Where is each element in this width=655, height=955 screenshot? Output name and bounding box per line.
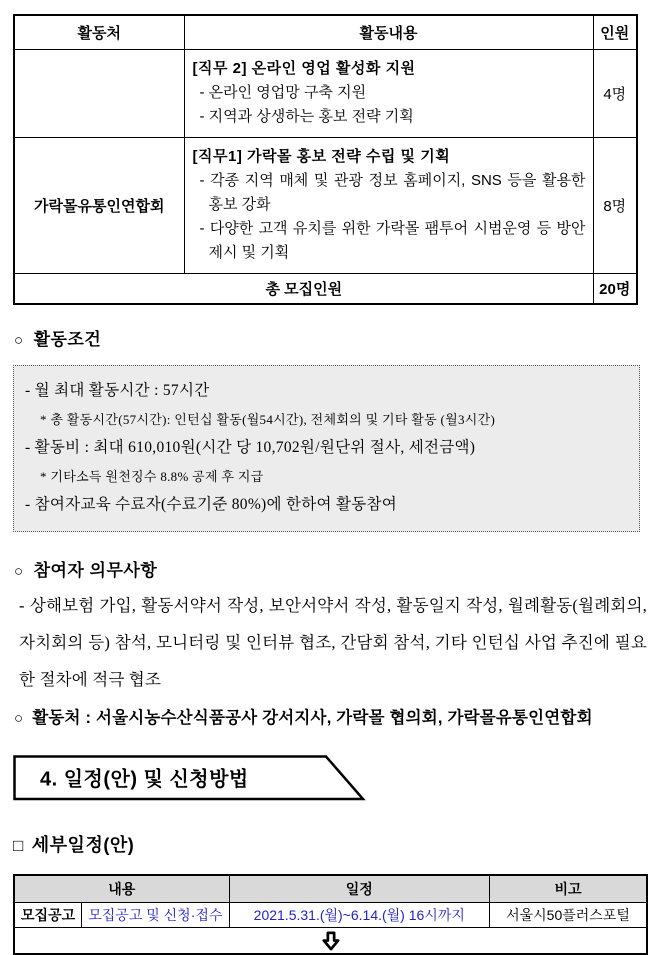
table-row: [14, 50, 637, 138]
total-count: 20명: [593, 274, 637, 305]
section-heading-conditions: [14, 325, 655, 350]
section-heading-label: 활동조건: [33, 330, 102, 349]
venue-line: [14, 704, 655, 728]
condition-subline: * 총 활동시간(57시간): 인턴십 활동(월54시간), 전체회의 및 기타 활동 (월3시간): [40, 412, 496, 427]
circle-bullet-icon: ○: [14, 563, 24, 580]
total-label: 총 모집인원: [14, 274, 593, 305]
org-cell-empty: [14, 50, 184, 138]
job-title: [직무1] 가락몰 홍보 전략 수립 및 기획: [192, 148, 451, 165]
recruit-header-content: 활동내용: [184, 15, 593, 50]
count-cell: 4명: [593, 50, 637, 138]
schedule-subheading-label: 세부일정(안): [31, 835, 135, 855]
job-bullet: - 온라인 영업망 구축 지원: [199, 84, 367, 101]
venue-label: 활동처 :: [32, 709, 92, 727]
condition-subline: * 기타소득 원천징수 8.8% 공제 후 지급: [40, 469, 264, 484]
recruit-header-org: 활동처: [14, 15, 184, 50]
obligations-paragraph: - 상해보험 가입, 활동서약서 작성, 보안서약서 작성, 활동일지 작성, 월례활동(월례회의, 자치회의 등) 참석, 모니터링 및 인터뷰 협조, 간담회 참석, 기타 인턴십 사업 추진에 필요한 절차에 적극 협조: [19, 596, 647, 689]
schedule-header-content: 내용: [14, 875, 229, 903]
schedule-header-note: 비고: [490, 875, 648, 903]
schedule-category: 모집공고: [14, 903, 82, 928]
job-bullet: - 다양한 고객 유치를 위한 가락몰 팸투어 시범운영 등 방안 제시 및 기획: [199, 220, 586, 261]
conditions-box: [13, 365, 640, 532]
recruit-table: [13, 14, 638, 305]
down-arrow-icon: [322, 931, 340, 951]
checkbox-icon: □: [13, 836, 24, 855]
recruit-header-count: 인원: [593, 15, 637, 50]
job-title: [직무 2] 온라인 영업 활성화 지원: [192, 60, 416, 77]
arrow-row: [14, 928, 647, 955]
condition-line: - 활동비 : 최대 610,010원(시간 당 10,702원/원단위 절사, 세전금액): [25, 439, 476, 456]
schedule-note: 서울시50플러스포털: [490, 903, 648, 928]
job-bullet: - 각종 지역 매체 및 관광 정보 홈페이지, SNS 등을 활용한 홍보 강화: [199, 172, 586, 213]
schedule-date: 2021.5.31.(월)~6.14.(월) 16시까지: [229, 903, 489, 928]
org-cell: 가락몰유통인연합회: [14, 138, 184, 274]
condition-line: - 참여자교육 수료자(수료기준 80%)에 한하여 활동참여: [25, 496, 398, 513]
count-cell: 8명: [593, 138, 637, 274]
section-banner: [13, 755, 373, 801]
table-row: [14, 138, 637, 274]
banner-title: 4. 일정(안) 및 신청방법: [40, 768, 249, 791]
circle-bullet-icon: ○: [14, 332, 24, 349]
arrow-cell: [14, 928, 647, 955]
section-heading-obligations: [14, 556, 655, 581]
schedule-table: [13, 874, 648, 955]
schedule-row: [14, 903, 647, 928]
schedule-header-row: [14, 875, 647, 903]
job-bullet: - 지역과 상생하는 홍보 전략 기획: [199, 108, 414, 125]
total-row: [14, 274, 637, 305]
content-cell: [184, 50, 593, 138]
content-cell: [184, 138, 593, 274]
circle-bullet-icon: ○: [14, 710, 24, 727]
section-heading-label: 참여자 의무사항: [33, 561, 158, 580]
schedule-header-date: 일정: [229, 875, 489, 903]
recruit-table-header-row: [14, 15, 637, 50]
schedule-content: 모집공고 및 신청·접수: [82, 903, 229, 928]
venue-text: 서울시농수산식품공사 강서지사, 가락몰 협의회, 가락몰유통인연합회: [95, 709, 593, 727]
condition-line: - 월 최대 활동시간 : 57시간: [25, 382, 210, 399]
schedule-subheading: [13, 831, 655, 857]
